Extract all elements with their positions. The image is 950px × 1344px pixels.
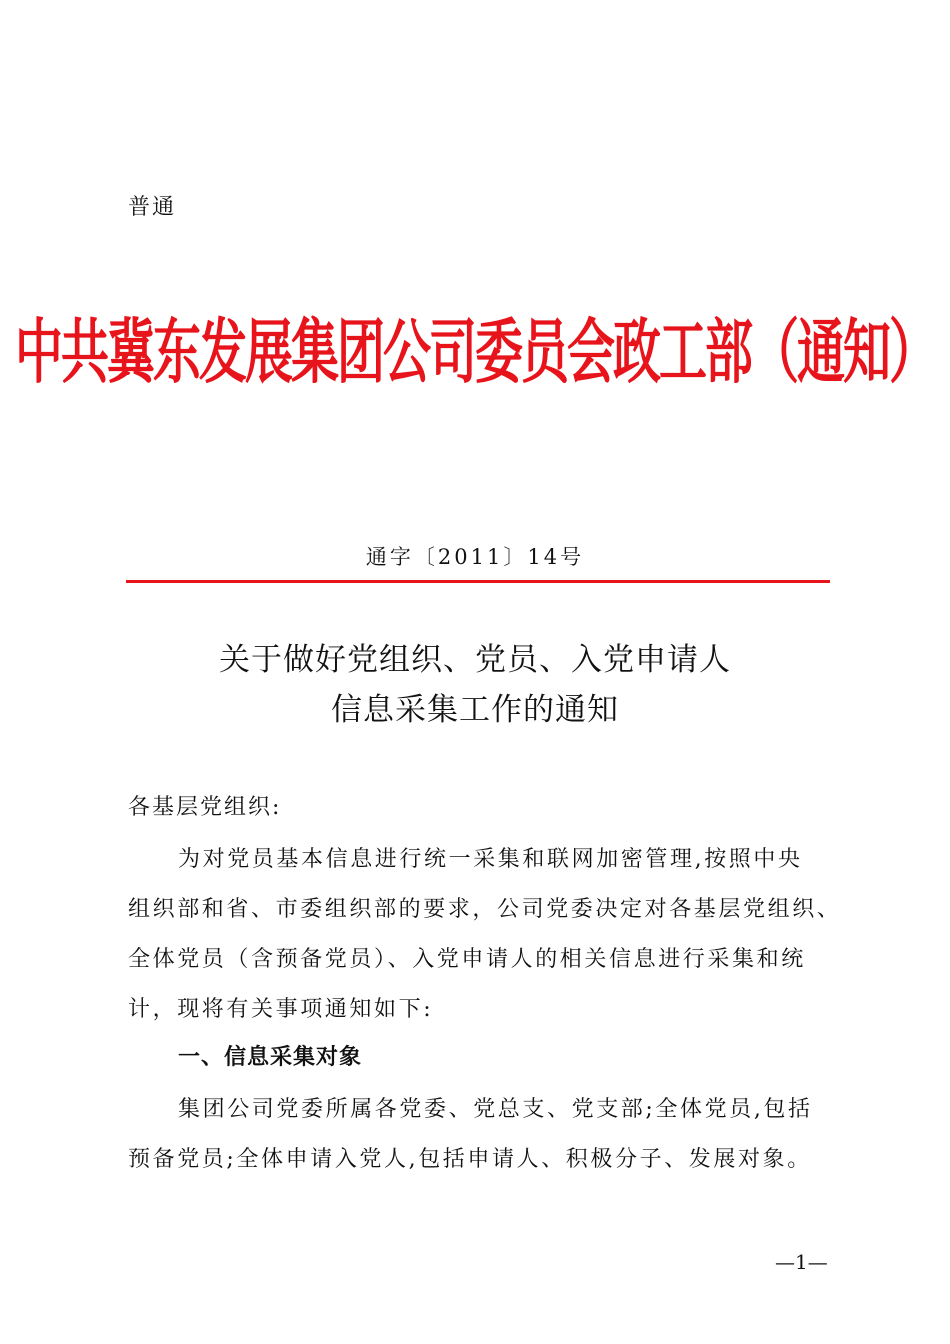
classification-label: 普通 <box>128 195 177 220</box>
document-title-line-1: 关于做好党组织、党员、入党申请人 <box>219 642 731 678</box>
issuer-header: 中共冀东发展集团公司委员会政工部（通知） <box>14 311 935 394</box>
paragraph-line: 计，现将有关事项通知如下: <box>128 997 434 1022</box>
section-heading: 一、信息采集对象 <box>178 1045 363 1070</box>
document-number: 通字〔2011〕14号 <box>365 545 585 569</box>
paragraph-line: 为对党员基本信息进行统一采集和联网加密管理,按照中央 <box>178 847 803 872</box>
paragraph-line: 集团公司党委所属各党委、党总支、党支部;全体党员,包括 <box>178 1097 813 1122</box>
red-divider <box>126 580 830 583</box>
paragraph-line: 预备党员;全体申请入党人,包括申请人、积极分子、发展对象。 <box>128 1147 812 1172</box>
document-title-line-2: 信息采集工作的通知 <box>331 692 619 728</box>
paragraph-line: 组织部和省、市委组织部的要求，公司党委决定对各基层党组织、 <box>128 897 842 922</box>
page-number: —1— <box>775 1250 828 1274</box>
salutation: 各基层党组织: <box>128 795 282 820</box>
paragraph-line: 全体党员（含预备党员）、入党申请人的相关信息进行采集和统 <box>128 947 806 972</box>
